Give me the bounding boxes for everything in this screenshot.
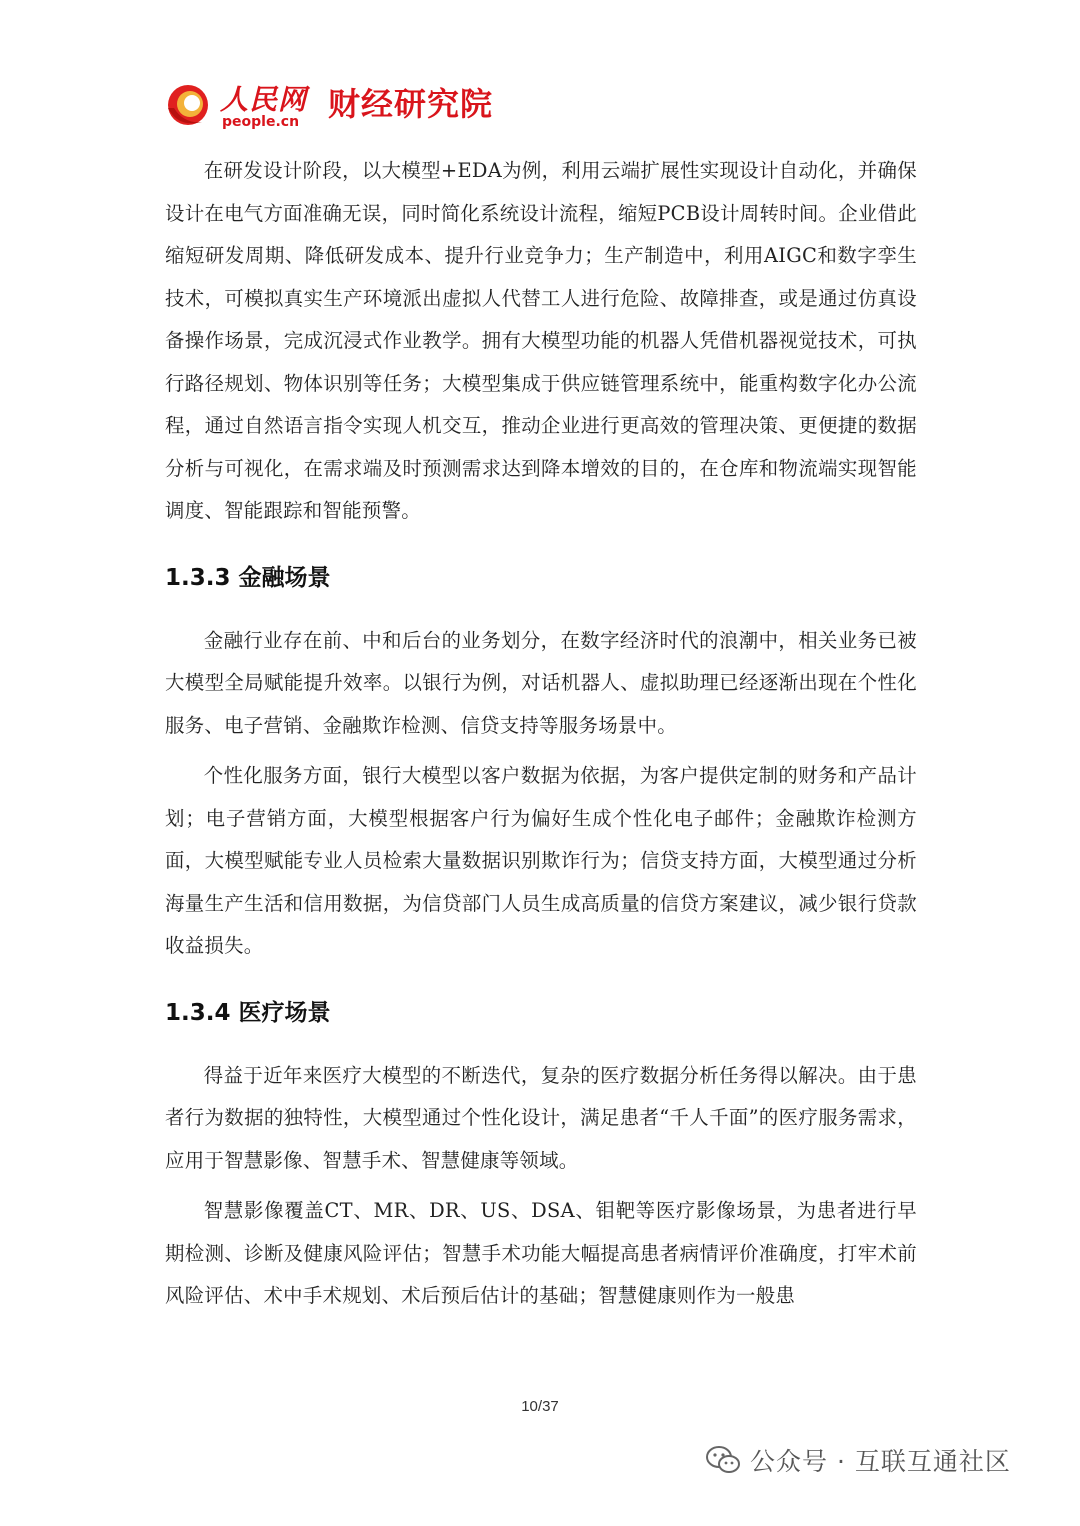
- paragraph: 在研发设计阶段，以大模型+EDA为例，利用云端扩展性实现设计自动化，并确保设计在电气方面准确无误，同时简化系统设计流程，缩短PCB设计周转时间。企业借此缩短研发周期、降低研发成本、提升行业竞争力；生产制造中，利用AIGC和数字孪生技术，可模拟真实生产环境派出虚拟人代替工人进行危险、故障排查，或是通过仿真设备操作场景，完成沉浸式作业教学。拥有大模型功能的机器人凭借机器视觉技术，可执行路径规划、物体识别等任务；大模型集成于供应链管理系统中，能重构数字化办公流程，通过自然语言指令实现人机交互，推动企业进行更高效的管理决策、更便捷的数据分析与可视化，在需求端及时预测需求达到降本增效的目的，在仓库和物流端实现智能调度、智能跟踪和智能预警。: [165, 159, 917, 522]
- paragraph: 得益于近年来医疗大模型的不断迭代，复杂的医疗数据分析任务得以解决。由于患者行为数据的独特性，大模型通过个性化设计，满足患者“千人千面”的医疗服务需求，应用于智慧影像、智慧手术、智慧健康等领域。: [165, 1063, 917, 1172]
- page-number: 10/37: [521, 1398, 559, 1415]
- logo-cn-text: 人民网: [220, 83, 308, 116]
- paragraph: 金融行业存在前、中和后台的业务划分，在数字经济时代的浪潮中，相关业务已被大模型全局赋能提升效率。以银行为例，对话机器人、虚拟助理已经逐渐出现在个性化服务、电子营销、金融欺诈检测、信贷支持等服务场景中。: [165, 628, 917, 737]
- section-heading-finance: 1.3.3 金融场景: [165, 564, 331, 591]
- logo-en-text: people.cn: [222, 114, 300, 130]
- paragraph: 智慧影像覆盖CT、MR、DR、US、DSA、钼靶等医疗影像场景，为患者进行早期检测、诊断及健康风险评估；智慧手术功能大幅提高患者病情评价准确度，打牢术前风险评估、术中手术规划、术后预后估计的基础；智慧健康则作为一般患: [165, 1199, 917, 1307]
- watermark-text: 公众号 · 互联互通社区: [750, 1447, 1011, 1476]
- watermark: [706, 1440, 1011, 1480]
- document-body: [165, 150, 917, 1326]
- institute-name: 财经研究院: [328, 85, 494, 123]
- paragraph: 个性化服务方面，银行大模型以客户数据为依据，为客户提供定制的财务和产品计划；电子营销方面，大模型根据客户行为偏好生成个性化电子邮件；金融欺诈检测方面，大模型赋能专业人员检索大量数据识别欺诈行为；信贷支持方面，大模型通过分析海量生产生活和信用数据，为信贷部门人员生成高质量的信贷方案建议，减少银行贷款收益损失。: [165, 764, 917, 957]
- page-header: [162, 76, 493, 132]
- people-daily-logo-icon: [162, 78, 214, 130]
- logo-wordmark: [218, 78, 318, 130]
- section-heading-medical: 1.3.4 医疗场景: [165, 999, 331, 1026]
- wechat-icon: [706, 1445, 740, 1475]
